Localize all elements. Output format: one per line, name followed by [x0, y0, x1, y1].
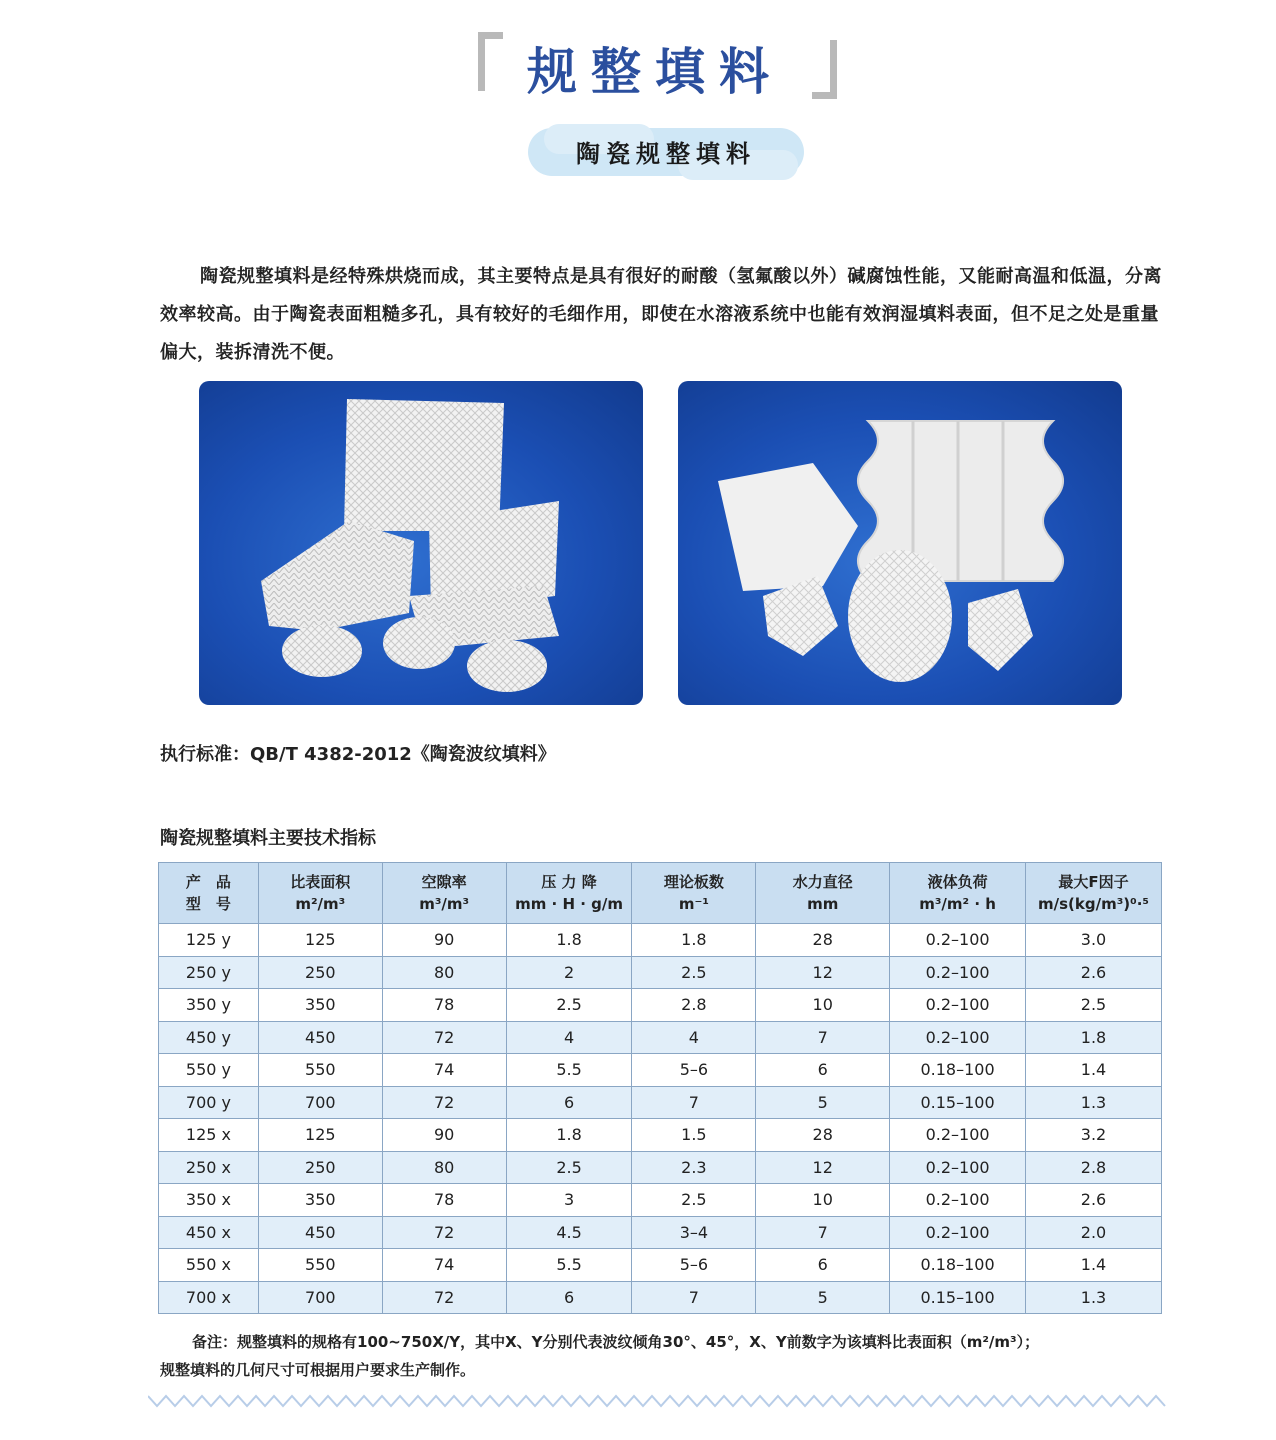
table-cell: 1.8 — [506, 1119, 632, 1152]
table-cell: 700 — [258, 1281, 382, 1314]
header-line: 产 品 — [185, 873, 231, 891]
table-cell: 2.6 — [1026, 956, 1162, 989]
table-cell: 12 — [756, 956, 890, 989]
product-photo-ceramic-blocks — [199, 381, 643, 705]
page-heading — [0, 18, 1276, 101]
table-cell: 2.5 — [632, 956, 756, 989]
table-cell: 250 x — [159, 1151, 259, 1184]
table-cell: 2.0 — [1026, 1216, 1162, 1249]
table-cell: 1.3 — [1026, 1086, 1162, 1119]
table-cell: 4 — [632, 1021, 756, 1054]
header-line: 压 力 降 — [541, 873, 597, 891]
table-cell: 3.0 — [1026, 924, 1162, 957]
col-header-theoretical-plates — [632, 863, 756, 924]
table-cell: 10 — [756, 989, 890, 1022]
header-line: 理论板数 — [663, 873, 724, 891]
header-line: 比表面积 — [290, 873, 351, 891]
zigzag-divider — [148, 1392, 1166, 1410]
table-row — [159, 1054, 1162, 1087]
table-cell: 2.5 — [632, 1184, 756, 1217]
table-cell: 28 — [756, 1119, 890, 1152]
col-header-pressure-drop — [506, 863, 632, 924]
header-unit: m⁻¹ — [678, 895, 709, 913]
table-cell: 4 — [506, 1021, 632, 1054]
intro-paragraph: 陶瓷规整填料是经特殊烘烧而成，其主要特点是具有很好的耐酸（氢氟酸以外）碱腐蚀性能，又能耐高温和低温，分离效率较高。由于陶瓷表面粗糙多孔，具有较好的毛细作用，即使在水溶液系统中也能有效润湿填料表面，但不足之处是重量偏大，装拆清洗不便。 — [160, 266, 1162, 363]
table-cell: 700 y — [159, 1086, 259, 1119]
left-bracket-decoration — [478, 32, 503, 91]
header-unit: m³/m³ — [419, 895, 470, 913]
table-cell: 450 — [258, 1216, 382, 1249]
table-cell: 350 x — [159, 1184, 259, 1217]
table-cell: 1.8 — [632, 924, 756, 957]
table-cell: 350 y — [159, 989, 259, 1022]
table-cell: 5–6 — [632, 1054, 756, 1087]
table-cell: 0.2–100 — [890, 1119, 1026, 1152]
header-line: 液体负荷 — [927, 873, 988, 891]
header-unit: m²/m³ — [295, 895, 346, 913]
table-cell: 3.2 — [1026, 1119, 1162, 1152]
footnote-line: 备注：规整填料的规格有100~750X/Y，其中X、Y分别代表波纹倾角30°、45°，X、Y前数字为该填料比表面积（m²/m³）； — [192, 1333, 1040, 1351]
table-cell: 72 — [382, 1086, 506, 1119]
header-line: 型 号 — [185, 895, 231, 913]
table-cell: 125 — [258, 924, 382, 957]
table-cell: 0.2–100 — [890, 1184, 1026, 1217]
table-row — [159, 1119, 1162, 1152]
table-cell: 6 — [756, 1249, 890, 1282]
table-cell: 1.8 — [1026, 1021, 1162, 1054]
col-header-void-fraction — [382, 863, 506, 924]
table-cell: 0.2–100 — [890, 1151, 1026, 1184]
table-cell: 1.5 — [632, 1119, 756, 1152]
col-header-hydraulic-diameter — [756, 863, 890, 924]
table-row — [159, 1281, 1162, 1314]
table-cell: 6 — [506, 1281, 632, 1314]
table-cell: 80 — [382, 1151, 506, 1184]
table-cell: 72 — [382, 1281, 506, 1314]
table-cell: 550 x — [159, 1249, 259, 1282]
page-title: 规整填料 — [527, 42, 783, 101]
col-header-max-f-factor — [1026, 863, 1162, 924]
execution-standard: 执行标准：QB/T 4382-2012《陶瓷波纹填料》 — [160, 744, 556, 765]
col-header-liquid-load — [890, 863, 1026, 924]
table-cell: 700 x — [159, 1281, 259, 1314]
table-cell: 700 — [258, 1086, 382, 1119]
table-cell: 0.18–100 — [890, 1249, 1026, 1282]
table-cell: 72 — [382, 1216, 506, 1249]
table-cell: 7 — [632, 1086, 756, 1119]
table-cell: 350 — [258, 989, 382, 1022]
table-cell: 550 — [258, 1249, 382, 1282]
table-row — [159, 1086, 1162, 1119]
table-cell: 0.2–100 — [890, 1216, 1026, 1249]
header-line: 最大F因子 — [1058, 873, 1129, 891]
product-photo-ceramic-corrugated — [678, 381, 1122, 705]
table-row — [159, 1151, 1162, 1184]
table-cell: 2.8 — [632, 989, 756, 1022]
table-cell: 1.8 — [506, 924, 632, 957]
table-cell: 90 — [382, 1119, 506, 1152]
table-cell: 7 — [632, 1281, 756, 1314]
header-unit: mm · H · g/m — [515, 895, 624, 913]
table-cell: 5 — [756, 1281, 890, 1314]
table-cell: 4.5 — [506, 1216, 632, 1249]
table-cell: 5–6 — [632, 1249, 756, 1282]
table-cell: 2.6 — [1026, 1184, 1162, 1217]
table-cell: 450 x — [159, 1216, 259, 1249]
table-cell: 5 — [756, 1086, 890, 1119]
table-cell: 74 — [382, 1249, 506, 1282]
table-cell: 0.15–100 — [890, 1281, 1026, 1314]
table-cell: 6 — [506, 1086, 632, 1119]
table-cell: 250 — [258, 956, 382, 989]
table-cell: 78 — [382, 1184, 506, 1217]
table-cell: 125 x — [159, 1119, 259, 1152]
table-cell: 0.2–100 — [890, 924, 1026, 957]
table-cell: 450 — [258, 1021, 382, 1054]
table-row — [159, 956, 1162, 989]
table-cell: 0.18–100 — [890, 1054, 1026, 1087]
table-cell: 5.5 — [506, 1249, 632, 1282]
table-cell: 250 — [258, 1151, 382, 1184]
table-cell: 72 — [382, 1021, 506, 1054]
table-cell: 3 — [506, 1184, 632, 1217]
table-cell: 550 y — [159, 1054, 259, 1087]
table-cell: 1.3 — [1026, 1281, 1162, 1314]
table-cell: 2.8 — [1026, 1151, 1162, 1184]
table-row — [159, 1021, 1162, 1054]
table-cell: 6 — [756, 1054, 890, 1087]
section-title: 陶瓷规整填料 — [576, 140, 756, 168]
table-row — [159, 1184, 1162, 1217]
table-cell: 2.5 — [506, 1151, 632, 1184]
table-cell: 2.5 — [1026, 989, 1162, 1022]
table-cell: 7 — [756, 1216, 890, 1249]
header-line: 空隙率 — [421, 873, 467, 891]
table-cell: 28 — [756, 924, 890, 957]
table-cell: 12 — [756, 1151, 890, 1184]
table-cell: 90 — [382, 924, 506, 957]
table-cell: 2 — [506, 956, 632, 989]
table-cell: 3–4 — [632, 1216, 756, 1249]
table-row — [159, 924, 1162, 957]
table-cell: 74 — [382, 1054, 506, 1087]
table-cell: 0.15–100 — [890, 1086, 1026, 1119]
footnote-line: 规整填料的几何尺寸可根据用户要求生产制作。 — [160, 1361, 476, 1379]
table-cell: 350 — [258, 1184, 382, 1217]
table-cell: 0.2–100 — [890, 1021, 1026, 1054]
table-cell: 0.2–100 — [890, 956, 1026, 989]
specifications-table — [158, 862, 1162, 1314]
header-unit: m³/m² · h — [919, 895, 996, 913]
table-cell: 10 — [756, 1184, 890, 1217]
table-cell: 80 — [382, 956, 506, 989]
table-row — [159, 1216, 1162, 1249]
table-cell: 125 y — [159, 924, 259, 957]
table-header-row — [159, 863, 1162, 924]
table-cell: 0.2–100 — [890, 989, 1026, 1022]
header-line: 水力直径 — [792, 873, 853, 891]
col-header-specific-surface — [258, 863, 382, 924]
table-title: 陶瓷规整填料主要技术指标 — [160, 828, 376, 849]
table-cell: 7 — [756, 1021, 890, 1054]
section-heading — [528, 124, 804, 180]
table-cell: 2.5 — [506, 989, 632, 1022]
table-cell: 1.4 — [1026, 1054, 1162, 1087]
footnote — [160, 1328, 1170, 1384]
table-row — [159, 989, 1162, 1022]
right-bracket-decoration — [812, 40, 837, 99]
table-cell: 5.5 — [506, 1054, 632, 1087]
table-cell: 450 y — [159, 1021, 259, 1054]
table-cell: 2.3 — [632, 1151, 756, 1184]
table-cell: 125 — [258, 1119, 382, 1152]
header-unit: mm — [807, 895, 839, 913]
header-unit: m/s(kg/m³)⁰·⁵ — [1038, 895, 1149, 913]
table-row — [159, 1249, 1162, 1282]
table-cell: 1.4 — [1026, 1249, 1162, 1282]
table-cell: 78 — [382, 989, 506, 1022]
table-cell: 550 — [258, 1054, 382, 1087]
table-cell: 250 y — [159, 956, 259, 989]
col-header-model — [159, 863, 259, 924]
